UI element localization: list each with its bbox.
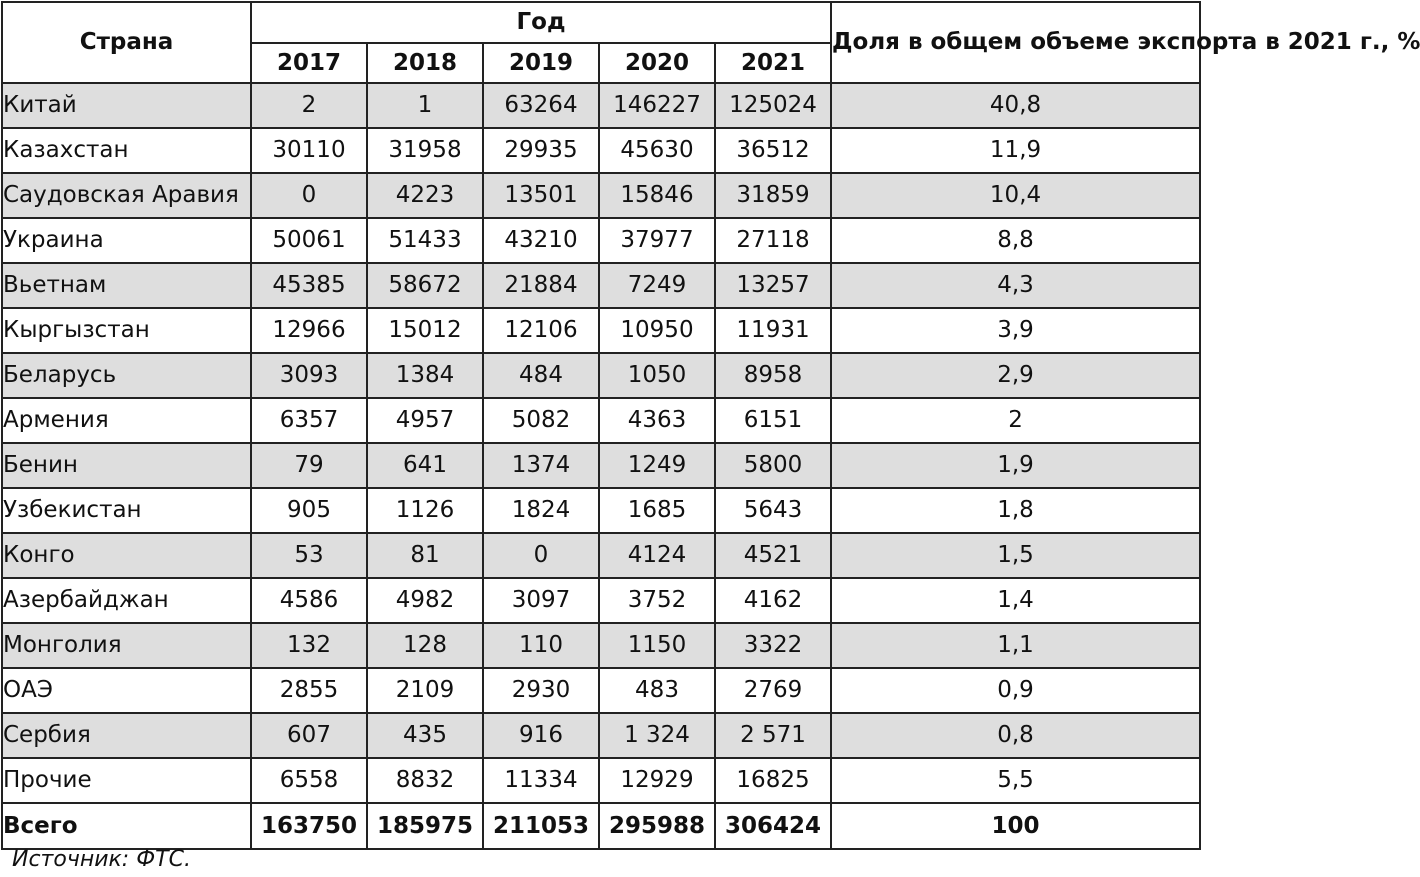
share-cell: 1,8 [831, 488, 1200, 533]
country-cell: Саудовская Аравия [2, 173, 251, 218]
table-row [2, 128, 1200, 173]
table-row [2, 398, 1200, 443]
value-cell: 6357 [251, 398, 367, 443]
value-cell: 483 [599, 668, 715, 713]
share-cell: 1,5 [831, 533, 1200, 578]
country-cell: Азербайджан [2, 578, 251, 623]
country-cell: Узбекистан [2, 488, 251, 533]
share-cell: 11,9 [831, 128, 1200, 173]
table-row [2, 668, 1200, 713]
value-cell: 5800 [715, 443, 831, 488]
source-note: Источник: ФТС. [12, 847, 191, 872]
table-row [2, 263, 1200, 308]
value-cell: 916 [483, 713, 599, 758]
value-cell: 5082 [483, 398, 599, 443]
value-cell: 435 [367, 713, 483, 758]
value-cell: 2855 [251, 668, 367, 713]
value-cell: 4363 [599, 398, 715, 443]
total-label: Всего [2, 803, 251, 849]
value-cell: 45385 [251, 263, 367, 308]
share-cell: 2,9 [831, 353, 1200, 398]
value-cell: 4957 [367, 398, 483, 443]
value-cell: 13501 [483, 173, 599, 218]
year-header: 2019 [483, 43, 599, 83]
table-row [2, 308, 1200, 353]
value-cell: 1374 [483, 443, 599, 488]
value-cell: 31859 [715, 173, 831, 218]
country-cell: Монголия [2, 623, 251, 668]
value-cell: 63264 [483, 83, 599, 128]
year-group-header: Год [251, 2, 831, 43]
share-cell: 0,9 [831, 668, 1200, 713]
total-value-cell: 306424 [715, 803, 831, 849]
value-cell: 29935 [483, 128, 599, 173]
total-value-cell: 163750 [251, 803, 367, 849]
value-cell: 7249 [599, 263, 715, 308]
value-cell: 12966 [251, 308, 367, 353]
country-cell: ОАЭ [2, 668, 251, 713]
country-cell: Сербия [2, 713, 251, 758]
value-cell: 2 [251, 83, 367, 128]
country-cell: Китай [2, 83, 251, 128]
value-cell: 132 [251, 623, 367, 668]
value-cell: 31958 [367, 128, 483, 173]
table-row [2, 353, 1200, 398]
value-cell: 1249 [599, 443, 715, 488]
country-cell: Вьетнам [2, 263, 251, 308]
value-cell: 6151 [715, 398, 831, 443]
share-cell: 0,8 [831, 713, 1200, 758]
value-cell: 30110 [251, 128, 367, 173]
value-cell: 4162 [715, 578, 831, 623]
value-cell: 6558 [251, 758, 367, 803]
total-share-cell: 100 [831, 803, 1200, 849]
value-cell: 4586 [251, 578, 367, 623]
share-cell: 2 [831, 398, 1200, 443]
value-cell: 8832 [367, 758, 483, 803]
country-cell: Бенин [2, 443, 251, 488]
value-cell: 1150 [599, 623, 715, 668]
value-cell: 3752 [599, 578, 715, 623]
table-row [2, 173, 1200, 218]
value-cell: 2930 [483, 668, 599, 713]
value-cell: 15846 [599, 173, 715, 218]
value-cell: 36512 [715, 128, 831, 173]
value-cell: 10950 [599, 308, 715, 353]
table-row [2, 218, 1200, 263]
value-cell: 50061 [251, 218, 367, 263]
header-row-top [2, 2, 1200, 43]
year-header: 2021 [715, 43, 831, 83]
table-row [2, 758, 1200, 803]
total-value-cell: 295988 [599, 803, 715, 849]
value-cell: 43210 [483, 218, 599, 263]
value-cell: 607 [251, 713, 367, 758]
country-header: Страна [2, 2, 251, 83]
value-cell: 79 [251, 443, 367, 488]
value-cell: 0 [251, 173, 367, 218]
year-header: 2018 [367, 43, 483, 83]
table-row [2, 578, 1200, 623]
value-cell: 128 [367, 623, 483, 668]
value-cell: 1126 [367, 488, 483, 533]
table-row [2, 713, 1200, 758]
country-cell: Кыргызстан [2, 308, 251, 353]
country-cell: Беларусь [2, 353, 251, 398]
country-cell: Прочие [2, 758, 251, 803]
value-cell: 4982 [367, 578, 483, 623]
share-cell: 1,4 [831, 578, 1200, 623]
value-cell: 3093 [251, 353, 367, 398]
value-cell: 905 [251, 488, 367, 533]
value-cell: 1685 [599, 488, 715, 533]
table-row [2, 83, 1200, 128]
value-cell: 125024 [715, 83, 831, 128]
share-cell: 10,4 [831, 173, 1200, 218]
share-cell: 40,8 [831, 83, 1200, 128]
value-cell: 11334 [483, 758, 599, 803]
value-cell: 0 [483, 533, 599, 578]
value-cell: 110 [483, 623, 599, 668]
export-table [1, 1, 1420, 850]
value-cell: 4223 [367, 173, 483, 218]
share-cell: 8,8 [831, 218, 1200, 263]
value-cell: 146227 [599, 83, 715, 128]
value-cell: 21884 [483, 263, 599, 308]
country-cell: Армения [2, 398, 251, 443]
country-cell: Конго [2, 533, 251, 578]
value-cell: 1824 [483, 488, 599, 533]
value-cell: 8958 [715, 353, 831, 398]
value-cell: 81 [367, 533, 483, 578]
table-body [2, 83, 1200, 849]
value-cell: 51433 [367, 218, 483, 263]
value-cell: 1 [367, 83, 483, 128]
value-cell: 3097 [483, 578, 599, 623]
total-value-cell: 211053 [483, 803, 599, 849]
total-value-cell: 185975 [367, 803, 483, 849]
value-cell: 53 [251, 533, 367, 578]
value-cell: 2109 [367, 668, 483, 713]
value-cell: 37977 [599, 218, 715, 263]
value-cell: 5643 [715, 488, 831, 533]
country-cell: Украина [2, 218, 251, 263]
total-row [2, 803, 1200, 849]
table-row [2, 623, 1200, 668]
value-cell: 1384 [367, 353, 483, 398]
value-cell: 12106 [483, 308, 599, 353]
table-row [2, 488, 1200, 533]
value-cell: 12929 [599, 758, 715, 803]
value-cell: 11931 [715, 308, 831, 353]
value-cell: 2 571 [715, 713, 831, 758]
table-row [2, 443, 1200, 488]
value-cell: 1 324 [599, 713, 715, 758]
value-cell: 4124 [599, 533, 715, 578]
share-cell: 4,3 [831, 263, 1200, 308]
value-cell: 3322 [715, 623, 831, 668]
value-cell: 2769 [715, 668, 831, 713]
share-header: Доля в общем объеме экспорта в 2021 г., % [831, 2, 1200, 83]
country-cell: Казахстан [2, 128, 251, 173]
value-cell: 484 [483, 353, 599, 398]
year-header: 2020 [599, 43, 715, 83]
value-cell: 641 [367, 443, 483, 488]
value-cell: 4521 [715, 533, 831, 578]
value-cell: 45630 [599, 128, 715, 173]
value-cell: 15012 [367, 308, 483, 353]
share-cell: 5,5 [831, 758, 1200, 803]
table-row [2, 533, 1200, 578]
value-cell: 27118 [715, 218, 831, 263]
share-cell: 3,9 [831, 308, 1200, 353]
share-cell: 1,9 [831, 443, 1200, 488]
value-cell: 1050 [599, 353, 715, 398]
value-cell: 13257 [715, 263, 831, 308]
value-cell: 58672 [367, 263, 483, 308]
year-header: 2017 [251, 43, 367, 83]
share-cell: 1,1 [831, 623, 1200, 668]
value-cell: 16825 [715, 758, 831, 803]
